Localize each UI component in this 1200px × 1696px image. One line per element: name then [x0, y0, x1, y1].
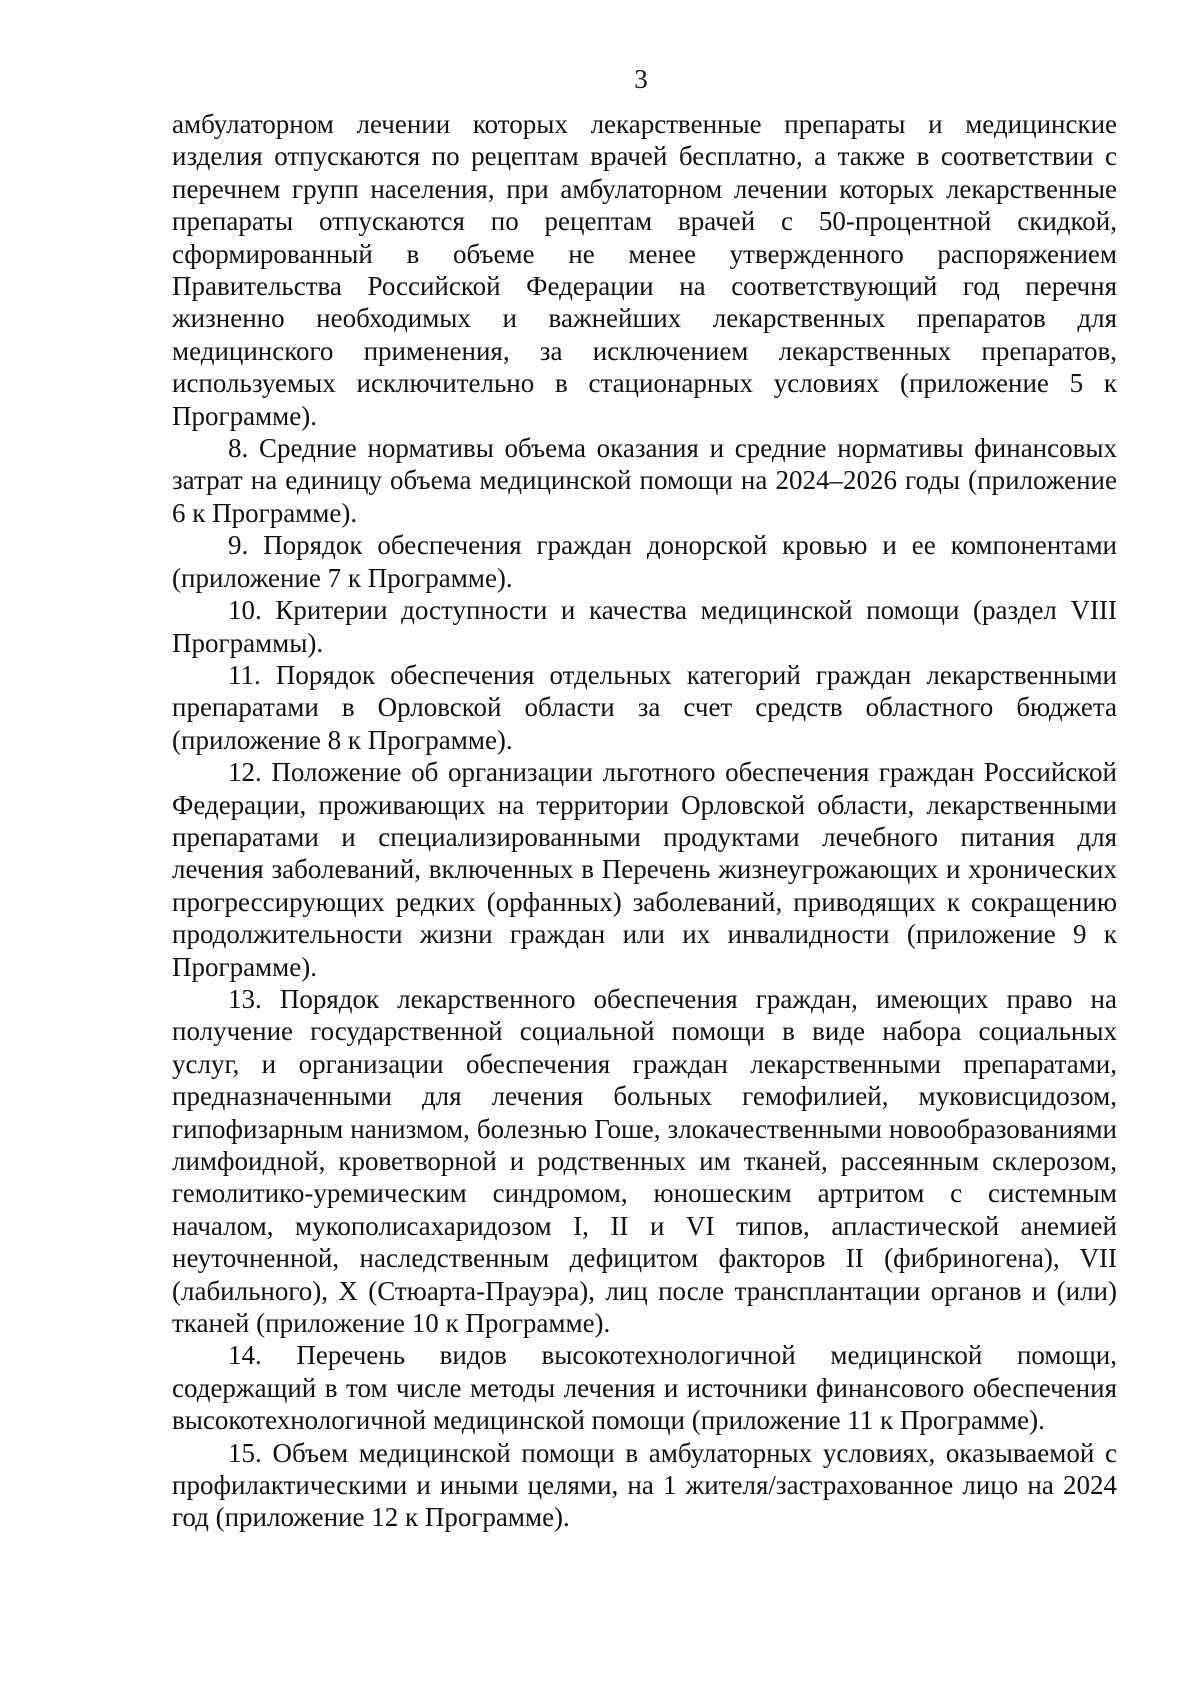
- page-number: 3: [634, 64, 648, 94]
- paragraph-item-11: 11. Порядок обеспечения отдельных категорий граждан лекарственными препаратами в Орловской области за счет средств областного бюджета (приложение 8 к Программе).: [172, 659, 1117, 755]
- paragraph-continuation: амбулаторном лечении которых лекарственные препараты и медицинские изделия отпускаются по рецептам врачей бесплатно, а также в соответствии с перечнем групп населения, при амбулаторном лечении которых лекарственные препараты отпускаются по рецептам врачей с 50-процентной скидкой, сформированный в объеме не менее утвержденного распоряжением Правительства Российской Федерации на соответствующий год перечня жизненно необходимых и важнейших лекарственных препаратов для медицинского применения, за исключением лекарственных препаратов, используемых исключительно в стационарных условиях (приложение 5 к Программе).: [172, 109, 1117, 431]
- paragraph-item-14: 14. Перечень видов высокотехнологичной медицинской помощи, содержащий в том числе методы лечения и источники финансового обеспечения высокотехнологичной медицинской помощи (приложение 11 к Программе).: [172, 1340, 1117, 1436]
- document-body: [172, 108, 1117, 1534]
- paragraph-item-10: 10. Критерии доступности и качества медицинской помощи (раздел VIII Программы).: [172, 595, 1117, 658]
- paragraph-item-8: 8. Средние нормативы объема оказания и средние нормативы финансовых затрат на единицу объема медицинской помощи на 2024–2026 годы (приложение 6 к Программе).: [172, 433, 1117, 528]
- paragraph-item-12: 12. Положение об организации льготного обеспечения граждан Российской Федерации, проживающих на территории Орловской области, лекарственными препаратами и специализированными продуктами лечебного питания для лечения заболеваний, включенных в Перечень жизнеугрожающих и хронических прогрессирующих редких (орфанных) заболеваний, приводящих к сокращению продолжительности жизни граждан или их инвалидности (приложение 9 к Программе).: [172, 757, 1117, 982]
- paragraph-item-9: 9. Порядок обеспечения граждан донорской кровью и ее компонентами (приложение 7 к Программе).: [172, 530, 1117, 593]
- paragraph-item-13: 13. Порядок лекарственного обеспечения граждан, имеющих право на получение государственной социальной помощи в виде набора социальных услуг, и организации обеспечения граждан лекарственными препаратами, предназначенными для лечения больных гемофилией, муковисцидозом, гипофизарным нанизмом, болезнью Гоше, злокачественными новообразованиями лимфоидной, кроветворной и родственных им тканей, рассеянным склерозом, гемолитико-уремическим синдромом, юношеским артритом с системным началом, мукополисахаридозом I, II и VI типов, апластической анемией неуточненной, наследственным дефицитом факторов II (фибриногена), VII (лабильного), X (Стюарта-Прауэра), лиц после трансплантации органов и (или) тканей (приложение 10 к Программе).: [172, 983, 1117, 1339]
- paragraph-item-15: 15. Объем медицинской помощи в амбулаторных условиях, оказываемой с профилактическими и иными целями, на 1 жителя/застрахованное лицо на 2024 год (приложение 12 к Программе).: [172, 1437, 1117, 1533]
